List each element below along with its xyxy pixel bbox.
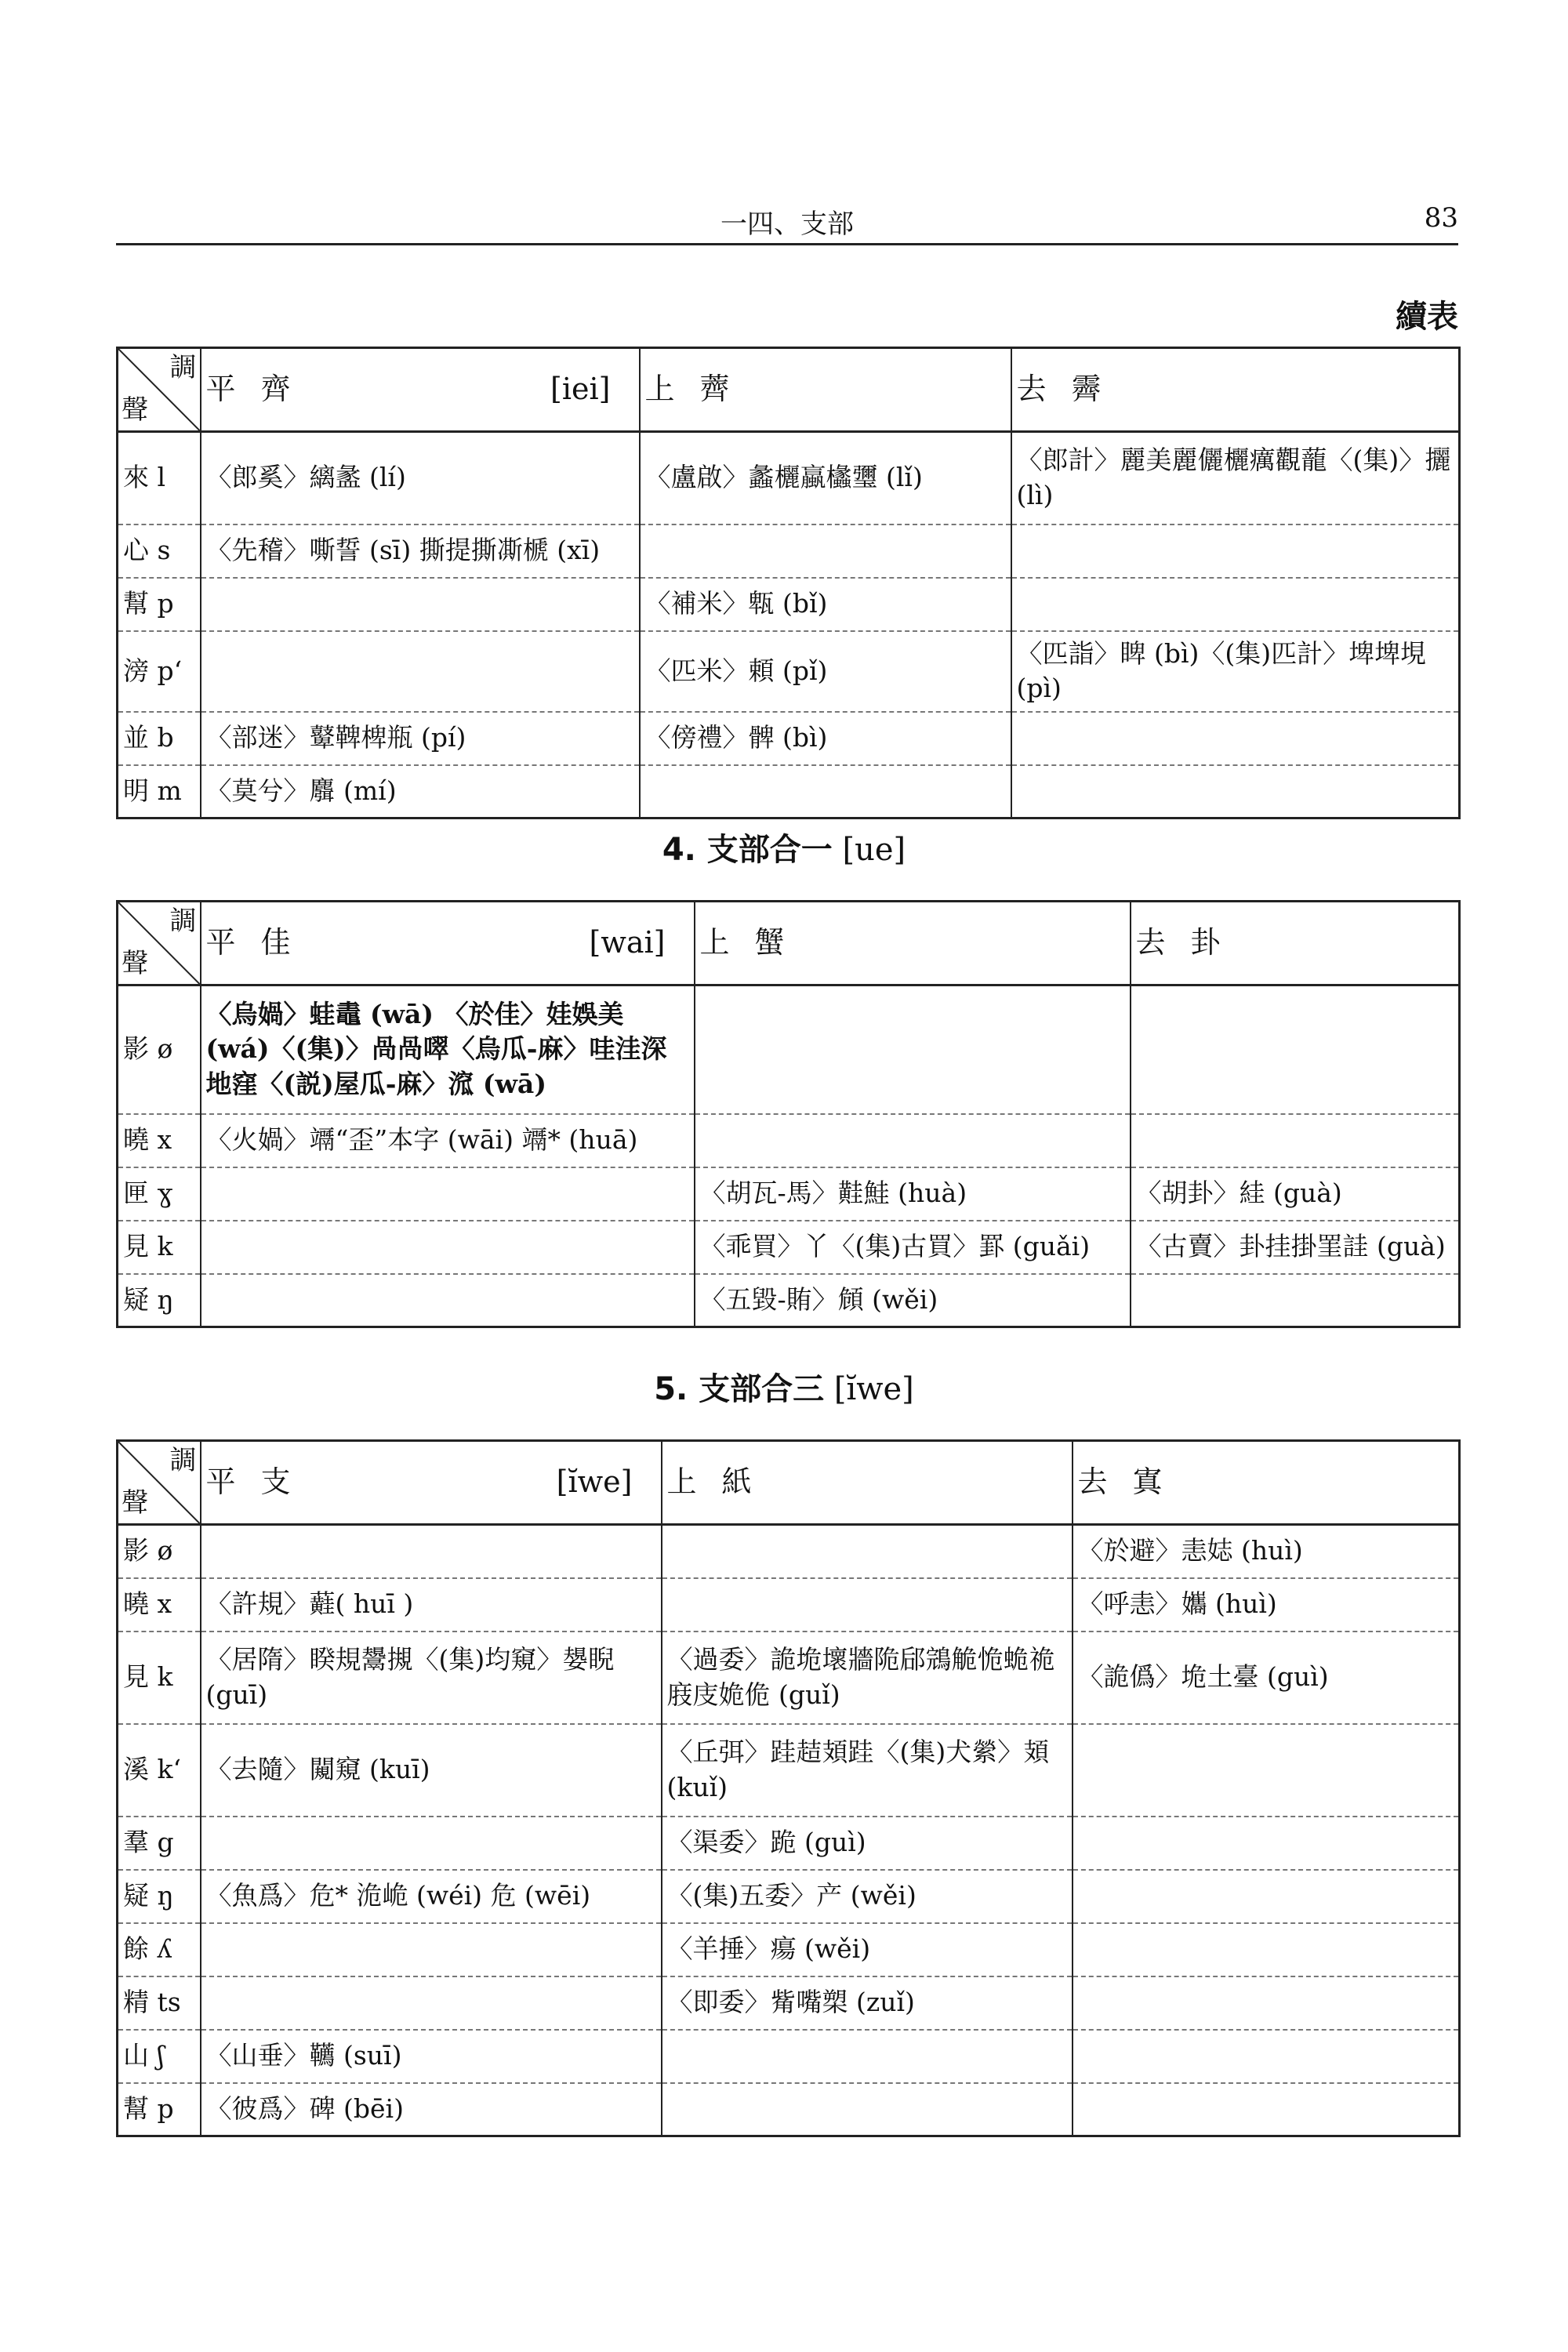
table-row <box>118 631 1460 712</box>
tone-label: 上 <box>644 372 675 407</box>
initial-cell: 幫 p <box>118 2083 201 2136</box>
qu-cell <box>1011 578 1460 631</box>
header-ping <box>201 348 640 432</box>
table-row <box>118 2030 1460 2083</box>
header-shang <box>640 348 1011 432</box>
shang-cell: 〈補米〉㼰 (bǐ) <box>640 578 1011 631</box>
table-row <box>118 1578 1460 1632</box>
tone-label: 上 <box>699 925 730 960</box>
table-row <box>118 1870 1460 1923</box>
rhyme-label: 霽 <box>1071 372 1102 407</box>
initial-cell: 影 ø <box>118 1525 201 1578</box>
header-shang <box>695 902 1131 985</box>
initial-cell: 心 s <box>118 524 201 578</box>
shang-cell <box>640 765 1011 818</box>
rhyme-label: 佳 <box>260 925 291 960</box>
shang-cell: 〈胡瓦-馬〉黊鮭 (huà) <box>695 1167 1131 1221</box>
table-row <box>118 524 1460 578</box>
table-row <box>118 1817 1460 1870</box>
qu-cell: 〈詭僞〉垝土臺 (guì) <box>1073 1632 1460 1724</box>
diagonal-header-cell <box>118 348 201 432</box>
table-row <box>118 985 1460 1114</box>
ping-cell: 〈烏媧〉蛙鼃 (wā) 〈於佳〉娃娛美 (wá)〈(集)〉咼咼噿〈烏瓜-麻〉哇洼深地窪〈(説)屋瓜-麻〉溛 (wā) <box>201 985 695 1114</box>
section-title-4 <box>0 825 1568 869</box>
rhyme-label: 卦 <box>1190 925 1221 960</box>
initial-cell: 影 ø <box>118 985 201 1114</box>
initial-cell: 曉 x <box>118 1114 201 1167</box>
ping-cell <box>201 578 640 631</box>
tone-label: 去 <box>1016 372 1047 407</box>
qu-cell: 〈胡卦〉絓 (guà) <box>1131 1167 1460 1221</box>
ping-cell <box>201 1976 662 2030</box>
tone-label: 平 <box>205 925 236 960</box>
qu-cell <box>1131 985 1460 1114</box>
ping-cell <box>201 1167 695 1221</box>
shang-cell: 〈羊捶〉瘍 (wěi) <box>662 1923 1073 1976</box>
table-row <box>118 712 1460 765</box>
initial-cell: 山 ʃ <box>118 2030 201 2083</box>
shang-cell: 〈乖買〉丫〈(集)古買〉罫 (guǎi) <box>695 1221 1131 1274</box>
table-row <box>118 1274 1460 1327</box>
ping-cell: 〈先稽〉嘶誓 (sī) 撕提撕凘榹 (xī) <box>201 524 640 578</box>
diag-tone-label: 調 <box>169 1445 197 1476</box>
shang-cell: 〈傍禮〉髀 (bì) <box>640 712 1011 765</box>
ping-cell <box>201 1221 695 1274</box>
diag-initial-label: 聲 <box>122 1487 148 1519</box>
qu-cell <box>1073 1923 1460 1976</box>
initial-cell: 見 k <box>118 1632 201 1724</box>
rhyme-value: [wai] <box>589 925 666 960</box>
qu-cell <box>1131 1114 1460 1167</box>
rhyme-label: 薺 <box>699 372 730 407</box>
table-row <box>118 1976 1460 2030</box>
ping-cell: 〈部迷〉鼙鞞椑瓶 (pí) <box>201 712 640 765</box>
table-row <box>118 1632 1460 1724</box>
table-header-row <box>118 1441 1460 1525</box>
shang-cell <box>695 1114 1131 1167</box>
initial-cell: 並 b <box>118 712 201 765</box>
ping-cell: 〈郎奚〉縭盠 (lí) <box>201 432 640 524</box>
shang-cell: 〈盧啟〉蠡欐蠃欚瓕 (lǐ) <box>640 432 1011 524</box>
ping-cell: 〈居隋〉睽規鬹摫〈(集)均窺〉嫢睨 (guī) <box>201 1632 662 1724</box>
tone-label: 去 <box>1135 925 1166 960</box>
shang-cell: 〈匹米〉頼 (pǐ) <box>640 631 1011 712</box>
shang-cell: 〈即委〉觜嘴槊 (zuǐ) <box>662 1976 1073 2030</box>
rhyme-label: 齊 <box>260 372 291 407</box>
shang-cell <box>662 1525 1073 1578</box>
initial-cell: 滂 p‘ <box>118 631 201 712</box>
ping-cell: 〈莫兮〉麛 (mí) <box>201 765 640 818</box>
shang-cell <box>662 2083 1073 2136</box>
table-row <box>118 2083 1460 2136</box>
diag-tone-label: 調 <box>169 906 197 937</box>
shang-cell: 〈(集)五委〉产 (wěi) <box>662 1870 1073 1923</box>
section-ipa: [ue] <box>842 832 906 868</box>
initial-cell: 餘 ʎ <box>118 1923 201 1976</box>
table-row <box>118 1923 1460 1976</box>
shang-cell <box>662 2030 1073 2083</box>
tone-label: 去 <box>1077 1465 1108 1500</box>
table-row <box>118 578 1460 631</box>
ping-cell: 〈許規〉蘳( huī ) <box>201 1578 662 1632</box>
ping-cell <box>201 631 640 712</box>
qu-cell: 〈於避〉恚娡 (huì) <box>1073 1525 1460 1578</box>
tone-label: 平 <box>205 1465 236 1500</box>
shang-cell: 〈丘弭〉跬趌頍跬〈(集)犬縈〉頍 (kuǐ) <box>662 1724 1073 1817</box>
qu-cell <box>1073 1817 1460 1870</box>
qu-cell <box>1073 1976 1460 2030</box>
rhyme-label: 支 <box>260 1465 291 1500</box>
initial-cell: 見 k <box>118 1221 201 1274</box>
page-header <box>116 198 1458 245</box>
shang-cell: 〈五毀-賄〉頠 (wěi) <box>695 1274 1131 1327</box>
tone-label: 平 <box>205 372 236 407</box>
rhyme-table-zhi <box>116 1439 1461 2137</box>
qu-cell: 〈匹詣〉睥 (bì)〈(集)匹計〉埤埤垷 (pì) <box>1011 631 1460 712</box>
header-qu <box>1073 1441 1460 1525</box>
initial-cell: 羣 g <box>118 1817 201 1870</box>
section-number: 4. 支部合一 <box>662 832 833 868</box>
header-qu <box>1131 902 1460 985</box>
qu-cell <box>1073 1870 1460 1923</box>
qu-cell <box>1073 2030 1460 2083</box>
table-header-row <box>118 902 1460 985</box>
ping-cell: 〈去隨〉闚窺 (kuī) <box>201 1724 662 1817</box>
shang-cell <box>662 1578 1073 1632</box>
page-number: 83 <box>1424 202 1458 234</box>
section-number: 5. 支部合三 <box>654 1371 825 1407</box>
table-row <box>118 765 1460 818</box>
ping-cell: 〈彼爲〉碑 (bēi) <box>201 2083 662 2136</box>
initial-cell: 曉 x <box>118 1578 201 1632</box>
table-row <box>118 1114 1460 1167</box>
ping-cell: 〈火媧〉竵“歪”本字 (wāi) 竵* (huā) <box>201 1114 695 1167</box>
qu-cell <box>1011 524 1460 578</box>
tone-label: 上 <box>666 1465 697 1500</box>
ping-cell <box>201 1525 662 1578</box>
rhyme-value: [iei] <box>550 372 611 407</box>
qu-cell <box>1073 1724 1460 1817</box>
table-row <box>118 1525 1460 1578</box>
running-title: 一四、支部 <box>720 209 854 240</box>
qu-cell: 〈古賣〉卦挂掛罣詿 (guà) <box>1131 1221 1460 1274</box>
diagonal-header-cell <box>118 902 201 985</box>
rhyme-table-jia <box>116 900 1461 1328</box>
rhyme-label: 蟹 <box>754 925 785 960</box>
initial-cell: 疑 ŋ <box>118 1870 201 1923</box>
qu-cell: 〈郎計〉麗美麗儷欐癘觀蘢〈(集)〉攦 (lì) <box>1011 432 1460 524</box>
initial-cell: 幫 p <box>118 578 201 631</box>
diag-tone-label: 調 <box>169 352 197 383</box>
table-row <box>118 432 1460 524</box>
rhyme-label: 紙 <box>721 1465 752 1500</box>
qu-cell: 〈呼恚〉孈 (huì) <box>1073 1578 1460 1632</box>
ping-cell: 〈山垂〉韉 (suī) <box>201 2030 662 2083</box>
table-row <box>118 1221 1460 1274</box>
diag-initial-label: 聲 <box>122 948 148 980</box>
ping-cell <box>201 1817 662 1870</box>
ping-cell <box>201 1923 662 1976</box>
rhyme-value: [ĭwe] <box>556 1465 633 1500</box>
diag-initial-label: 聲 <box>122 394 148 426</box>
shang-cell <box>640 524 1011 578</box>
initial-cell: 精 ts <box>118 1976 201 2030</box>
section-title-5 <box>0 1364 1568 1409</box>
shang-cell: 〈過委〉詭垝壞牆陒郈鵍觤恑蛫祪庪庋姽佹 (guǐ) <box>662 1632 1073 1724</box>
rhyme-table-qi <box>116 347 1461 819</box>
continued-label: 續表 <box>1396 298 1458 335</box>
initial-cell: 溪 k‘ <box>118 1724 201 1817</box>
qu-cell <box>1131 1274 1460 1327</box>
initial-cell: 明 m <box>118 765 201 818</box>
table-header-row <box>118 348 1460 432</box>
qu-cell <box>1011 765 1460 818</box>
qu-cell <box>1073 2083 1460 2136</box>
initial-cell: 疑 ŋ <box>118 1274 201 1327</box>
ping-cell <box>201 1274 695 1327</box>
qu-cell <box>1011 712 1460 765</box>
header-shang <box>662 1441 1073 1525</box>
initial-cell: 來 l <box>118 432 201 524</box>
diagonal-header-cell <box>118 1441 201 1525</box>
section-ipa: [ĭwe] <box>833 1371 914 1407</box>
ping-cell: 〈魚爲〉危* 洈峗 (wéi) 危 (wēi) <box>201 1870 662 1923</box>
initial-cell: 匣 ɣ <box>118 1167 201 1221</box>
rhyme-label: 寘 <box>1132 1465 1163 1500</box>
header-qu <box>1011 348 1460 432</box>
table-row <box>118 1167 1460 1221</box>
header-ping <box>201 1441 662 1525</box>
header-ping <box>201 902 695 985</box>
table-row <box>118 1724 1460 1817</box>
shang-cell <box>695 985 1131 1114</box>
shang-cell: 〈渠委〉跪 (guì) <box>662 1817 1073 1870</box>
